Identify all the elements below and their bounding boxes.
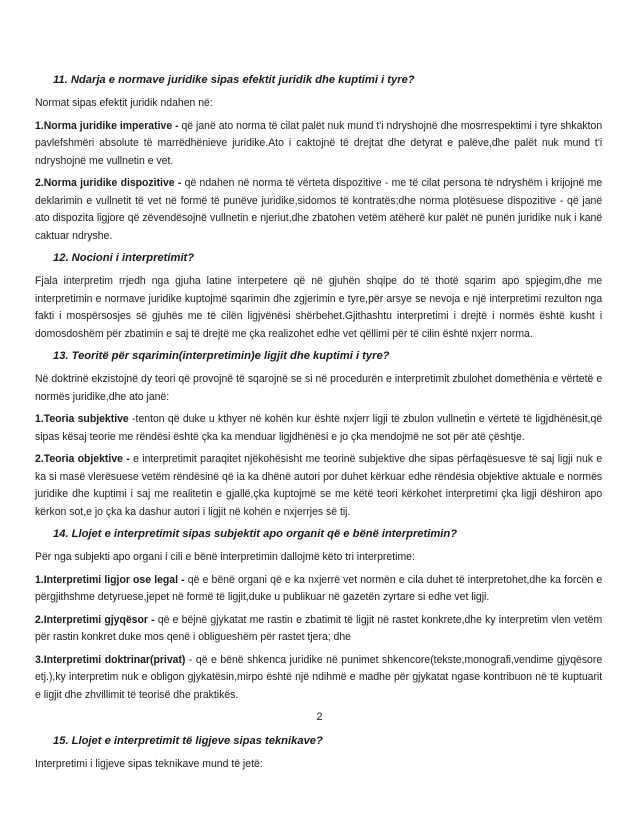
section-intro-13: Në doktrinë ekzistojnë dy teori që provojnë të sqarojnë se si në procedurën e interpretimit zbulohet domethënia e vërtetë e normës juridike,dhe ato janë: — [35, 373, 603, 403]
text-dispositive-norm: që ndahen në norma të vërteta dispozitive - me të cilat persona të ndryshëm i krijojnë me deklarimin e vullnetit të vet në formë të punëve juridike,sidomos të kontratës;dhe norma plotësuese dispozitive - që janë ato dispozita ligjore që zëvendësojnë vullnetin e njeriut,dhe zbatohen vetëm atëherë kur palët në punën juridike nuk i kanë caktuar ndryshe. — [35, 177, 603, 242]
paragraph-imperative-norm — [35, 118, 602, 171]
paragraph-objective-theory — [35, 451, 602, 521]
term-judicial-interpretation: 2.Interpretimi gjyqësor - — [35, 613, 155, 626]
text-imperative-norm: që janë ato norma të cilat palët nuk mund t'i ndryshojnë dhe mosrrespektimi i tyre shkakton pavlefshmëri absolute të marrëdhënieve juridike.Ato i caktojnë të drejtat dhe detyrat e palëve,dhe palët nuk mund t'i ndryshojnë me vullnetin e vet. — [35, 119, 603, 167]
section-intro-14: Për nga subjekti apo organi i cili e bënë interpretimin dallojmë këto tri interpretime: — [35, 551, 415, 563]
text-objective-theory: e interpretimit paraqitet njëkohësisht me teorinë subjektive dhe sipas përfaqësuesve të saj ligji nuk e ka si masë vlerësuese vetëm rëndësinë që ia ka dhënë autori por duhet kërkuar edhe rëndësia objektive aktuale e normës juridike dhe kuptimi i saj me realitetin e gjallë,çka kuptojmë se me këtë teori kërkohet interpretimi çka ligji dëshiron apo kërkon sot,e jo çka ka dashur autori i ligjit në kohën e nxjerrjes së tij. — [35, 453, 603, 518]
term-imperative-norm: 1.Norma juridike imperative - — [35, 119, 179, 132]
paragraph-doctrinal-interpretation — [35, 652, 602, 705]
paragraph-interpretation-notion: Fjala interpretim rrjedh nga gjuha latine interpetere që në gjuhën shqipe do të thotë sqarim apo spjegim,dhe me interpretimin e normave juridike kuptojmë sqarimin dhe zgjerimin e tyre,për arsye se nevoja e një interpretimi rezulton nga fakti i mospërsosjes së gjuhës me të cilën ligjvënësi shërbehet.Gjithashtu interpretimi i drejtë i normës është kusht i domosdoshëm për zbatimin e saj të drejtë me çka realizohet edhe vet qëllimi për të cilin është nxjerr norma. — [35, 275, 603, 340]
paragraph-subjective-theory — [35, 411, 602, 446]
section-heading-12: 12. Nocioni i interpretimit? — [53, 252, 195, 264]
section-heading-11: 11. Ndarja e normave juridike sipas efektit juridik dhe kuptimi i tyre? — [53, 74, 415, 86]
section-intro-11: Normat sipas efektit juridik ndahen në: — [35, 97, 213, 109]
paragraph-judicial-interpretation — [35, 612, 602, 647]
text-legal-interpretation: që e bënë organi që e ka nxjerrë vet normën e cila duhet të interpretohet,dhe ka forcën e përgjithshme detyruese,jepet në formë të ligjit,duke u publikuar në gazetën zyrtare si edhe vet ligji. — [35, 573, 603, 603]
section-heading-13: 13. Teoritë për sqarimin(interpretimin)e ligjit dhe kuptimi i tyre? — [53, 350, 390, 362]
term-doctrinal-interpretation: 3.Interpretimi doktrinar(privat) — [35, 653, 186, 666]
term-objective-theory: 2.Teoria objektive - — [35, 453, 130, 465]
text-doctrinal-interpretation: - që e bënë shkenca juridike në punimet shkencore(tekste,monografi,vendime gjyqësore etj.),ky interpretim nuk e obligon gjykatësin,mirpo është një ndihmë e madhe për gjykatat ngase kontribuon në të kuptuarit e ligjit dhe zhvillimit të teorisë dhe praktikës. — [35, 653, 603, 701]
text-subjective-theory: -tenton që duke u kthyer në kohën kur është nxjerr ligji të zbulon vullnetin e vërtetë të ligjdhënësit,që sipas kësaj teorie me rëndësi është çka ka menduar ligjdhënësi e jo çka mendojmë ne sot për atë çështje. — [35, 413, 603, 443]
text-judicial-interpretation: që e bëjnë gjykatat me rastin e zbatimit të ligjit në rastet konkrete,dhe ky interpretim vlen vetëm për rastin konkret duke mos qenë i obligueshëm për rastet tjera; dhe — [35, 613, 603, 643]
term-subjective-theory: 1.Teoria subjektive — [35, 413, 129, 425]
paragraph-legal-interpretation — [35, 572, 602, 607]
section-intro-15: Interpretimi i ligjeve sipas teknikave mund të jetë: — [35, 758, 263, 770]
term-legal-interpretation: 1.Interpretimi ligjor ose legal - — [35, 573, 185, 586]
term-dispositive-norm: 2.Norma juridike dispozitive - — [35, 177, 182, 189]
section-heading-15: 15. Llojet e interpretimit të ligjeve sipas teknikave? — [53, 735, 323, 747]
section-heading-14: 14. Llojet e interpretimit sipas subjektit apo organit që e bënë interpretimin? — [53, 528, 458, 540]
paragraph-dispositive-norm — [35, 175, 602, 245]
page-number: 2 — [316, 711, 323, 723]
